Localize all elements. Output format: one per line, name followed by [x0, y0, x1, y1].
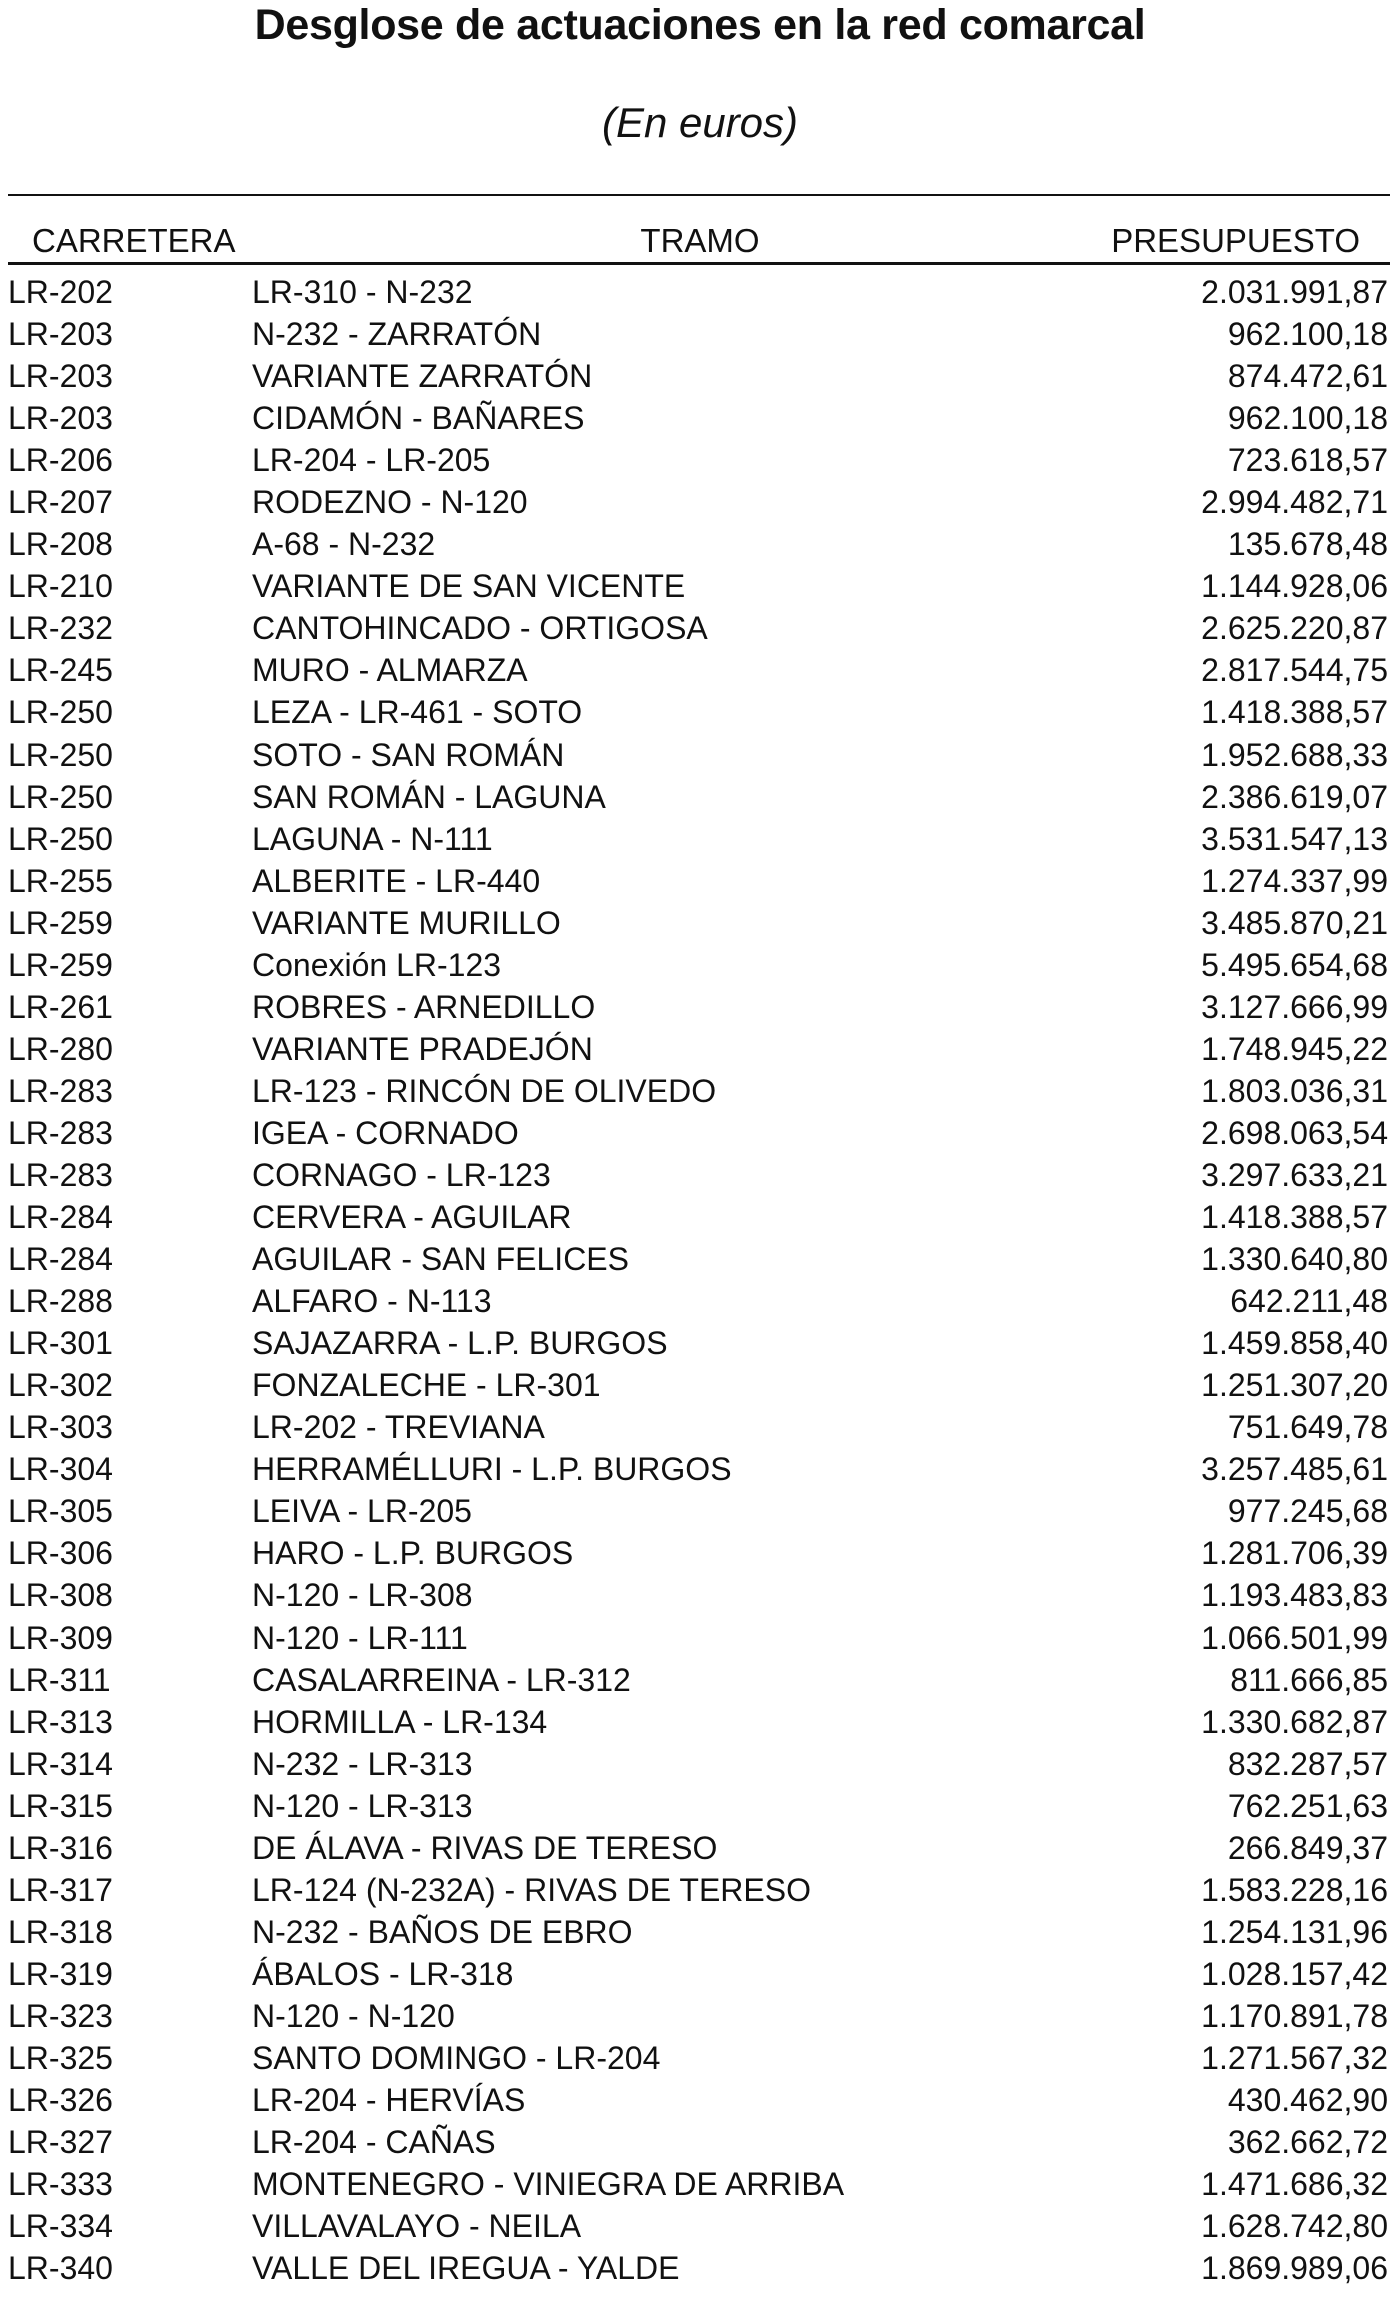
cell-carretera: LR-306 [8, 1535, 113, 1572]
cell-presupuesto: 1.254.131,96 [1201, 1913, 1388, 1950]
cell-presupuesto: 1.274.337,99 [1201, 862, 1388, 899]
cell-carretera: LR-250 [8, 694, 113, 731]
cell-carretera: LR-208 [8, 526, 113, 563]
cell-tramo: LR-123 - RINCÓN DE OLIVEDO [252, 1072, 717, 1109]
table-row [0, 1953, 1400, 1995]
table-row [0, 1617, 1400, 1659]
cell-presupuesto: 811.666,85 [1230, 1661, 1388, 1698]
cell-presupuesto: 3.127.666,99 [1201, 988, 1388, 1025]
cell-tramo: AGUILAR - SAN FELICES [252, 1241, 629, 1278]
cell-carretera: LR-232 [8, 610, 113, 647]
cell-presupuesto: 1.748.945,22 [1201, 1030, 1388, 1067]
table-row [0, 818, 1400, 860]
cell-carretera: LR-259 [8, 946, 113, 983]
table-row [0, 1911, 1400, 1953]
cell-tramo: N-120 - LR-308 [252, 1577, 473, 1614]
cell-carretera: LR-203 [8, 400, 113, 437]
cell-carretera: LR-325 [8, 2039, 113, 2076]
cell-carretera: LR-283 [8, 1072, 113, 1109]
cell-carretera: LR-261 [8, 988, 113, 1025]
cell-tramo: MURO - ALMARZA [252, 652, 528, 689]
cell-presupuesto: 2.994.482,71 [1201, 484, 1388, 521]
table-row [0, 2079, 1400, 2121]
cell-presupuesto: 1.583.228,16 [1201, 1871, 1388, 1908]
cell-carretera: LR-203 [8, 358, 113, 395]
page-title: Desglose de actuaciones en la red comarcal [254, 1, 1146, 49]
cell-presupuesto: 874.472,61 [1227, 358, 1388, 395]
table-row [0, 607, 1400, 649]
cell-tramo: Conexión LR-123 [252, 946, 502, 983]
cell-carretera: LR-284 [8, 1199, 113, 1236]
cell-presupuesto: 2.031.991,87 [1201, 274, 1388, 310]
cell-carretera: LR-203 [8, 316, 113, 353]
cell-presupuesto: 362.662,72 [1227, 2124, 1388, 2161]
table-row [0, 1028, 1400, 1070]
table-body [0, 271, 1400, 2289]
cell-presupuesto: 1.471.686,32 [1201, 2166, 1388, 2203]
cell-tramo: LR-204 - LR-205 [252, 442, 491, 479]
cell-tramo: HERRAMÉLLURI - L.P. BURGOS [252, 1451, 732, 1488]
cell-tramo: VARIANTE PRADEJÓN [252, 1030, 593, 1067]
table-row [0, 1701, 1400, 1743]
cell-presupuesto: 1.330.682,87 [1201, 1703, 1388, 1740]
cell-carretera: LR-314 [8, 1745, 113, 1782]
cell-presupuesto: 962.100,18 [1227, 316, 1388, 353]
table-row [0, 1406, 1400, 1448]
table-row [0, 902, 1400, 944]
cell-tramo: LR-204 - CAÑAS [252, 2124, 496, 2161]
cell-tramo: VARIANTE ZARRATÓN [252, 358, 593, 395]
cell-tramo: CANTOHINCADO - ORTIGOSA [252, 610, 708, 647]
table-row [0, 2205, 1400, 2247]
table-row [0, 649, 1400, 691]
cell-presupuesto: 1.418.388,57 [1201, 1199, 1388, 1236]
cell-presupuesto: 1.628.742,80 [1201, 2208, 1388, 2245]
header-presupuesto: PRESUPUESTO [1111, 222, 1360, 259]
cell-carretera: LR-333 [8, 2166, 113, 2203]
cell-tramo: N-232 - LR-313 [252, 1745, 473, 1782]
cell-carretera: LR-311 [8, 1661, 111, 1698]
cell-presupuesto: 1.459.858,40 [1201, 1325, 1388, 1362]
cell-presupuesto: 1.952.688,33 [1201, 736, 1388, 773]
cell-presupuesto: 2.386.619,07 [1201, 778, 1388, 815]
table-row [0, 1364, 1400, 1406]
cell-carretera: LR-284 [8, 1241, 113, 1278]
cell-carretera: LR-283 [8, 1156, 113, 1193]
cell-presupuesto: 962.100,18 [1227, 400, 1388, 437]
table-row [0, 1785, 1400, 1827]
cell-presupuesto: 3.297.633,21 [1201, 1156, 1388, 1193]
cell-carretera: LR-280 [8, 1030, 113, 1067]
cell-tramo: LR-310 - N-232 [252, 274, 473, 310]
cell-carretera: LR-302 [8, 1367, 113, 1404]
cell-tramo: N-232 - ZARRATÓN [252, 316, 542, 353]
cell-presupuesto: 1.330.640,80 [1201, 1241, 1388, 1278]
table-row [0, 1869, 1400, 1911]
cell-presupuesto: 1.251.307,20 [1201, 1367, 1388, 1404]
table-row [0, 1322, 1400, 1364]
cell-carretera: LR-283 [8, 1114, 113, 1151]
cell-carretera: LR-309 [8, 1619, 113, 1656]
table-row [0, 1448, 1400, 1490]
cell-presupuesto: 1.271.567,32 [1201, 2039, 1388, 2076]
table-row [0, 565, 1400, 607]
table-row [0, 776, 1400, 818]
cell-presupuesto: 1.869.989,06 [1201, 2250, 1388, 2287]
cell-tramo: IGEA - CORNADO [252, 1114, 519, 1151]
table-row [0, 523, 1400, 565]
header-tramo: TRAMO [640, 222, 760, 259]
cell-carretera: LR-250 [8, 736, 113, 773]
cell-tramo: HARO - L.P. BURGOS [252, 1535, 574, 1572]
table-row [0, 1112, 1400, 1154]
cell-carretera: LR-323 [8, 1997, 113, 2034]
cell-carretera: LR-202 [8, 274, 113, 310]
cell-tramo: LEIVA - LR-205 [252, 1493, 472, 1530]
cell-tramo: LR-202 - TREVIANA [252, 1409, 545, 1446]
cell-carretera: LR-305 [8, 1493, 113, 1530]
cell-tramo: RODEZNO - N-120 [252, 484, 528, 521]
cell-carretera: LR-315 [8, 1787, 113, 1824]
cell-tramo: CIDAMÓN - BAÑARES [252, 400, 585, 437]
cell-presupuesto: 1.066.501,99 [1201, 1619, 1388, 1656]
table-row [0, 313, 1400, 355]
cell-presupuesto: 2.817.544,75 [1201, 652, 1388, 689]
header-divider [8, 262, 1390, 265]
cell-presupuesto: 1.028.157,42 [1201, 1955, 1388, 1992]
cell-carretera: LR-304 [8, 1451, 113, 1488]
cell-carretera: LR-207 [8, 484, 113, 521]
cell-tramo: N-120 - N-120 [252, 1997, 455, 2034]
cell-carretera: LR-245 [8, 652, 113, 689]
cell-presupuesto: 5.495.654,68 [1201, 946, 1388, 983]
cell-carretera: LR-318 [8, 1913, 113, 1950]
table-row [0, 944, 1400, 986]
cell-presupuesto: 266.849,37 [1227, 1829, 1388, 1866]
cell-carretera: LR-210 [8, 568, 113, 605]
cell-presupuesto: 751.649,78 [1227, 1409, 1388, 1446]
table-row [0, 439, 1400, 481]
cell-tramo: LR-124 (N-232A) - RIVAS DE TERESO [252, 1871, 811, 1908]
cell-presupuesto: 1.281.706,39 [1201, 1535, 1388, 1572]
cell-tramo: VARIANTE MURILLO [252, 904, 561, 941]
table-row [0, 1659, 1400, 1701]
cell-presupuesto: 1.803.036,31 [1201, 1072, 1388, 1109]
cell-carretera: LR-255 [8, 862, 113, 899]
cell-carretera: LR-250 [8, 820, 113, 857]
cell-presupuesto: 3.531.547,13 [1201, 820, 1388, 857]
cell-carretera: LR-313 [8, 1703, 113, 1740]
cell-presupuesto: 2.698.063,54 [1201, 1114, 1388, 1151]
cell-carretera: LR-303 [8, 1409, 113, 1446]
cell-carretera: LR-327 [8, 2124, 113, 2161]
cell-carretera: LR-319 [8, 1955, 113, 1992]
table-row [0, 1280, 1400, 1322]
table-row [0, 691, 1400, 733]
table-row [0, 2247, 1400, 2289]
cell-tramo: LR-204 - HERVÍAS [252, 2082, 526, 2119]
cell-carretera: LR-316 [8, 1829, 113, 1866]
cell-presupuesto: 2.625.220,87 [1201, 610, 1388, 647]
cell-tramo: VARIANTE DE SAN VICENTE [252, 568, 686, 605]
cell-tramo: DE ÁLAVA - RIVAS DE TERESO [252, 1829, 718, 1866]
cell-carretera: LR-340 [8, 2250, 113, 2287]
cell-presupuesto: 762.251,63 [1227, 1787, 1388, 1824]
cell-carretera: LR-250 [8, 778, 113, 815]
cell-tramo: SAN ROMÁN - LAGUNA [252, 778, 606, 815]
cell-carretera: LR-326 [8, 2082, 113, 2119]
table-row [0, 481, 1400, 523]
cell-tramo: SAJAZARRA - L.P. BURGOS [252, 1325, 668, 1362]
cell-tramo: N-120 - LR-313 [252, 1787, 473, 1824]
top-divider [8, 194, 1390, 196]
table-row [0, 1743, 1400, 1785]
table-row [0, 397, 1400, 439]
cell-presupuesto: 135.678,48 [1227, 526, 1388, 563]
table-row [0, 1238, 1400, 1280]
table-row [0, 1070, 1400, 1112]
cell-tramo: FONZALECHE - LR-301 [252, 1367, 601, 1404]
table-row [0, 734, 1400, 776]
cell-tramo: ALBERITE - LR-440 [252, 862, 541, 899]
cell-presupuesto: 723.618,57 [1227, 442, 1388, 479]
cell-tramo: LAGUNA - N-111 [252, 820, 493, 857]
cell-presupuesto: 642.211,48 [1230, 1283, 1388, 1320]
table-row [0, 986, 1400, 1028]
cell-carretera: LR-308 [8, 1577, 113, 1614]
table-row [0, 1532, 1400, 1574]
table-row [0, 271, 1400, 313]
cell-tramo: A-68 - N-232 [252, 526, 436, 563]
table-row [0, 2037, 1400, 2079]
cell-tramo: CASALARREINA - LR-312 [252, 1661, 631, 1698]
table-row [0, 2163, 1400, 2205]
cell-tramo: ALFARO - N-113 [252, 1283, 492, 1320]
cell-tramo: MONTENEGRO - VINIEGRA DE ARRIBA [252, 2166, 845, 2203]
table-row [0, 355, 1400, 397]
cell-tramo: N-232 - BAÑOS DE EBRO [252, 1913, 633, 1950]
table-row [0, 1574, 1400, 1616]
page-subtitle: (En euros) [601, 99, 799, 146]
cell-tramo: HORMILLA - LR-134 [252, 1703, 548, 1740]
cell-presupuesto: 977.245,68 [1227, 1493, 1388, 1530]
cell-tramo: VILLAVALAYO - NEILA [252, 2208, 582, 2245]
table-row [0, 1995, 1400, 2037]
cell-presupuesto: 430.462,90 [1227, 2082, 1388, 2119]
cell-carretera: LR-301 [8, 1325, 113, 1362]
cell-tramo: CORNAGO - LR-123 [252, 1156, 551, 1193]
cell-tramo: SOTO - SAN ROMÁN [252, 736, 565, 773]
cell-tramo: SANTO DOMINGO - LR-204 [252, 2039, 661, 2076]
table-row [0, 1490, 1400, 1532]
cell-carretera: LR-206 [8, 442, 113, 479]
cell-tramo: LEZA - LR-461 - SOTO [252, 694, 583, 731]
table-header [0, 221, 1400, 261]
cell-tramo: CERVERA - AGUILAR [252, 1199, 572, 1236]
header-carretera: CARRETERA [32, 222, 236, 259]
table-row [0, 1827, 1400, 1869]
cell-presupuesto: 832.287,57 [1227, 1745, 1388, 1782]
cell-tramo: ROBRES - ARNEDILLO [252, 988, 596, 1025]
cell-carretera: LR-259 [8, 904, 113, 941]
cell-tramo: N-120 - LR-111 [252, 1619, 468, 1656]
table-row [0, 1154, 1400, 1196]
cell-presupuesto: 1.170.891,78 [1201, 1997, 1388, 2034]
cell-presupuesto: 1.144.928,06 [1201, 568, 1388, 605]
cell-presupuesto: 1.193.483,83 [1201, 1577, 1388, 1614]
cell-tramo: VALLE DEL IREGUA - YALDE [252, 2250, 680, 2287]
cell-presupuesto: 3.485.870,21 [1201, 904, 1388, 941]
cell-presupuesto: 1.418.388,57 [1201, 694, 1388, 731]
cell-carretera: LR-334 [8, 2208, 113, 2245]
table-row [0, 860, 1400, 902]
cell-tramo: ÁBALOS - LR-318 [252, 1955, 514, 1992]
cell-carretera: LR-288 [8, 1283, 113, 1320]
cell-carretera: LR-317 [8, 1871, 113, 1908]
table-row [0, 2121, 1400, 2163]
cell-presupuesto: 3.257.485,61 [1201, 1451, 1388, 1488]
table-row [0, 1196, 1400, 1238]
